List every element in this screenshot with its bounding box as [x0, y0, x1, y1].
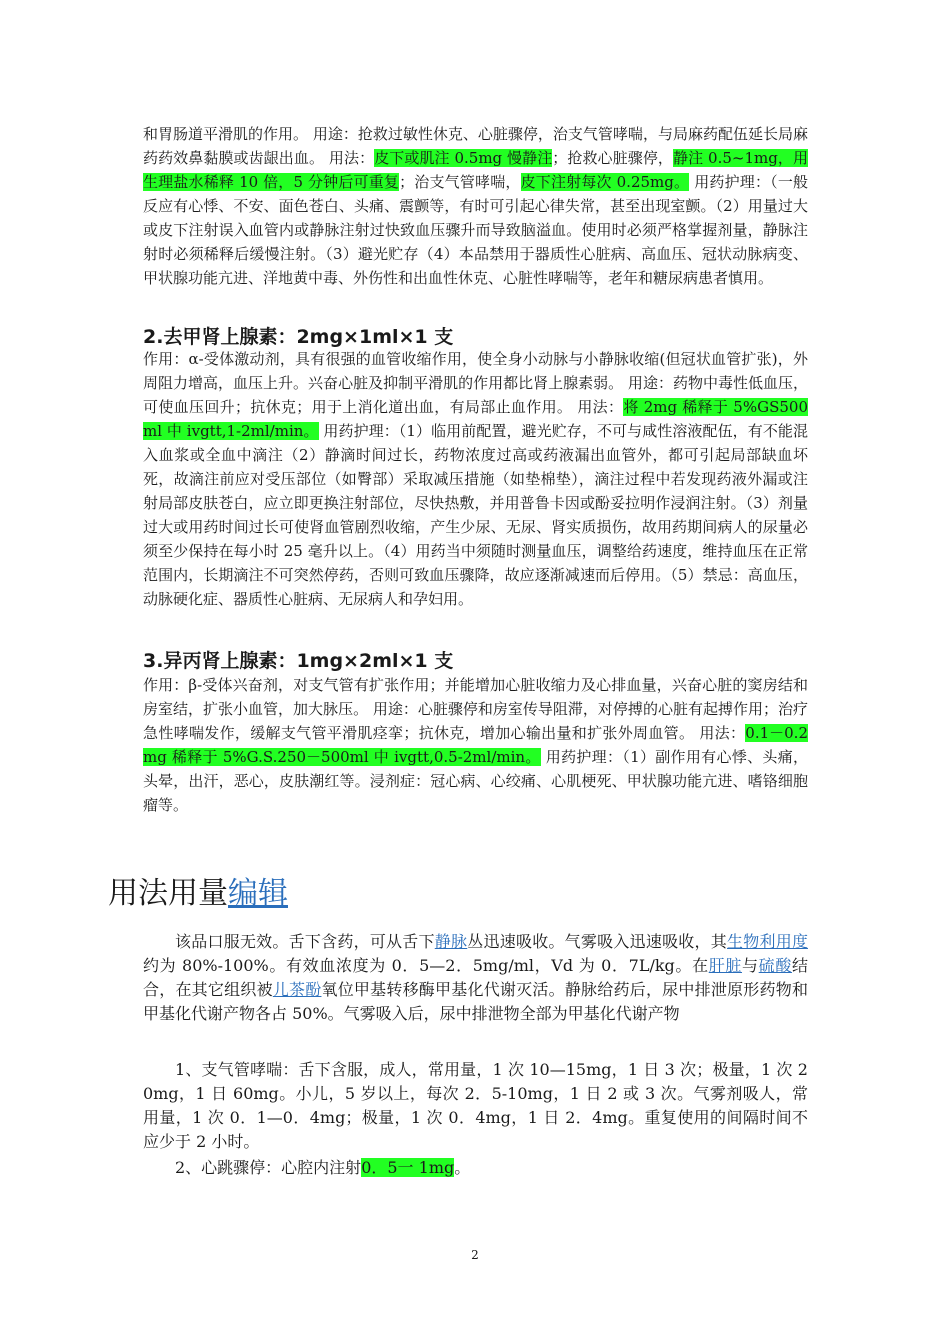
text-run: 结合，在其它组织被 [143, 956, 808, 999]
text-run: 用药护理：（1）临用前配置，避光贮存，不可与咸性溶液配伍，有不能混入血浆或全血中滴注（2）静滴时间过长，药物浓度过高或药液漏出血管外，都可引起局部缺血坏死，故滴注前应对受压部位（如臀部）采取减压措施（如垫棉垫），滴注过程中若发现药液外漏或注射局部皮肤苍白，应立即更换注射部位，尽快热敷，并用普鲁卡因或酚妥拉明作浸润注射。（3）剂量过大或用药时间过长可使肾血管剧烈收缩，产生少尿、无尿、肾实质损伤，故用药期间病人的尿量必须至少保持在每小时 25 毫升以上。（4）用药当中须随时测量血压，调整给药速度，维持血压在正常范围内，长期滴注不可突然停药，否则可致血压骤降，故应逐渐减速而后停用。（5）禁忌：高血压，动脉硬化症、器质性心脏病、无尿病人和孕妇用。 [143, 422, 808, 608]
text-run: 作用：β-受体兴奋剂，对支气管有扩张作用；并能增加心脏收缩力及心排血量，兴奋心脏的窦房结和房室结，扩张小血管，加大脉压。 用途：心脏骤停和房室传导阻滞，对停搏的心脏有起搏作用；治疗急性哮喘发作，缓解支气管平滑肌痉挛；抗休克，增加心输出量和扩张外周血管。 用法： [143, 676, 808, 742]
link-vein[interactable]: 静脉 [434, 932, 468, 951]
text-run: 该品口服无效。舌下含药，可从舌下 [175, 932, 435, 951]
text-run: 作用：α-受体激动剂，具有很强的血管收缩作用，使全身小动脉与小静脉收缩(但冠状血管扩张)，外周阻力增高，血压上升。兴奋心脏及抑制平滑肌的作用都比肾上腺素弱。 用途：药物中毒性低血压，可使血压回升；抗休克；用于上消化道出血，有局部止血作用。 用法： [143, 350, 808, 416]
section-title-norepinephrine: 2.去甲肾上腺素：2mg×1ml×1 支 [143, 326, 454, 348]
text-run: ；抢救心脏骤停， [552, 149, 673, 167]
highlight-dose: 皮下注射每次 0.25mg。 [520, 173, 690, 191]
text-run: 与 [742, 956, 759, 975]
text-run: 氧位甲基转移酶甲基化代谢灭活。静脉给药后，尿中排泄原形药物和甲基化代谢产物各占 50%。气雾吸入后，尿中排泄物全部为甲基化代谢产物 [143, 980, 808, 1023]
page-number: 2 [471, 1248, 479, 1262]
text-run: 用药护理：（一般反应有心悸、不安、面色苍白、头痛、震颤等，有时可引起心律失常，甚至出现室颤。（2）用量过大或皮下注射误入血管内或静脉注射过快致血压骤升而导致脑溢血。使用时必须严格掌握剂量，静脉注射时必须稀释后缓慢注射。（3）避光贮存（4）本品禁用于器质性心脏病、高血压、冠状动脉病变、甲状腺功能亢进、洋地黄中毒、外伤性和出血性休克、心脏性哮喘等，老年和糖尿病患者慎用。 [143, 173, 808, 287]
highlight-dose: 皮下或肌注 0.5mg 慢静注 [374, 149, 553, 167]
cardiac-arrest-paragraph [143, 1156, 808, 1180]
link-catechol[interactable]: 儿茶酚 [272, 980, 322, 999]
usage-heading [108, 868, 288, 912]
text-run: ；治支气管哮喘， [399, 173, 521, 191]
text-run: 约为 80%-100%。有效血浓度为 0．5—2．5mg/ml，Vd 为 0．7L/kg。在 [143, 956, 709, 975]
text-run: 和胃肠道平滑肌的作用。 用途：抢救过敏性休克、心脏骤停，治支气管哮喘，与局麻药配伍延长局麻药药效鼻黏膜或齿龈出血。 用法： [143, 125, 808, 167]
highlight-dose: 0.1－0.2mg 稀释于 5%G.S.250－500ml 中 ivgtt,0.5-2ml/min。 [143, 724, 808, 766]
highlight-dose: 静注 0.5~1mg，用生理盐水稀释 10 倍，5 分钟后可重复 [143, 149, 808, 191]
epinephrine-paragraph [143, 122, 808, 290]
link-bioavailability[interactable]: 生物利用度 [727, 932, 808, 951]
text-run: 丛迅速吸收。气雾吸入迅速吸收，其 [467, 932, 728, 951]
link-liver[interactable]: 肝脏 [708, 956, 743, 975]
text-run: 。 [454, 1158, 471, 1177]
text-run: 用药护理：（1）副作用有心悸、头痛，头晕，出汗，恶心，皮肤潮红等。浸剂症：冠心病、心绞痛、心肌梗死、甲状腺功能亢进、嗜铬细胞瘤等。 [143, 748, 808, 814]
usage-paragraph [143, 930, 808, 1026]
isoprenaline-paragraph [143, 673, 808, 817]
heading-text: 用法用量 [108, 876, 228, 911]
norepinephrine-paragraph [143, 347, 808, 611]
link-sulfuric-acid[interactable]: 硫酸 [758, 956, 792, 975]
text-run: 2、心跳骤停：心腔内注射 [175, 1158, 362, 1177]
highlight-dose: 将 2mg 稀释于 5%GS500ml 中 ivgtt,1-2ml/min。 [143, 398, 808, 440]
edit-link[interactable]: 编辑 [228, 876, 288, 911]
highlight-dose: 0．5一 1mg [361, 1158, 455, 1177]
asthma-dosage-paragraph: 1、支气管哮喘：舌下含服，成人，常用量，1 次 10—15mg，1 日 3 次；极量，1 次 20mg，1 日 60mg。小儿，5 岁以上，每次 2．5-10mg，1 日 2 或 3 次。气雾剂吸人，常用量，1 次 0．1—0．4mg；极量，1 次 0．4mg，1 日 2．4mg。重复使用的间隔时间不应少于 2 小时。 [143, 1060, 808, 1151]
section-title-isoprenaline: 3.异丙肾上腺素：1mg×2ml×1 支 [143, 650, 454, 672]
